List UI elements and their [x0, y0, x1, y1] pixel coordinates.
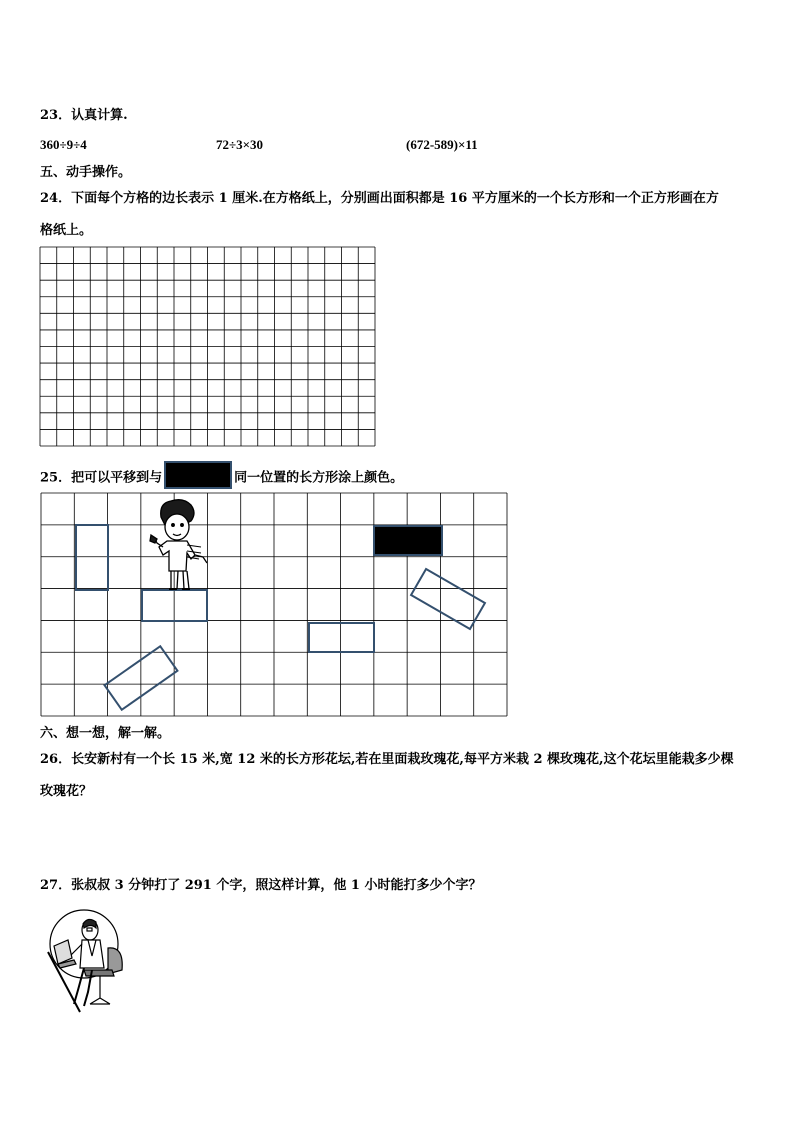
target-black-rectangle — [374, 526, 442, 555]
q23-expression-1: 360÷9÷4 — [40, 137, 87, 152]
q23-expression-2: 72÷3×30 — [216, 137, 264, 152]
q26-text-line-2: 玫瑰花？ — [40, 784, 93, 799]
typist-illustration — [44, 908, 128, 1014]
section-6-heading: 六、想一想，解一解。 — [40, 726, 171, 741]
horizontal-rectangle-lower[interactable] — [309, 623, 374, 652]
boy-illustration — [150, 500, 207, 589]
q24-square-grid[interactable] — [40, 247, 376, 447]
q23-expression-3: (672-589)×11 — [406, 137, 478, 152]
q25-prefix: 25．把可以平移到与 — [40, 470, 163, 486]
q24-text-line-2: 格纸上。 — [40, 223, 93, 238]
q24-text-line-1: 24．下面每个方格的边长表示 1 厘米.在方格纸上，分别画出面积都是 16 平方厘米的一个长方形和一个正方形画在方 — [40, 191, 719, 206]
q25-grid — [41, 493, 508, 717]
q25-suffix: 同一位置的长方形涂上颜色。 — [234, 470, 404, 486]
q25-text — [40, 464, 403, 492]
section-5-heading: 五、动手操作。 — [40, 165, 132, 180]
q23-label: 23．认真计算. — [40, 108, 128, 123]
q25-target-swatch — [164, 461, 232, 489]
q27-text: 27．张叔叔 3 分钟打了 291 个字，照这样计算，他 1 小时能打多少个字？ — [40, 878, 482, 893]
q26-text-line-1: 26．长安新村有一个长 15 米,宽 12 米的长方形花坛,若在里面栽玫瑰花,每平方米栽 2 棵玫瑰花,这个花坛里能栽多少棵 — [40, 752, 734, 767]
vertical-rectangle[interactable] — [76, 525, 108, 590]
